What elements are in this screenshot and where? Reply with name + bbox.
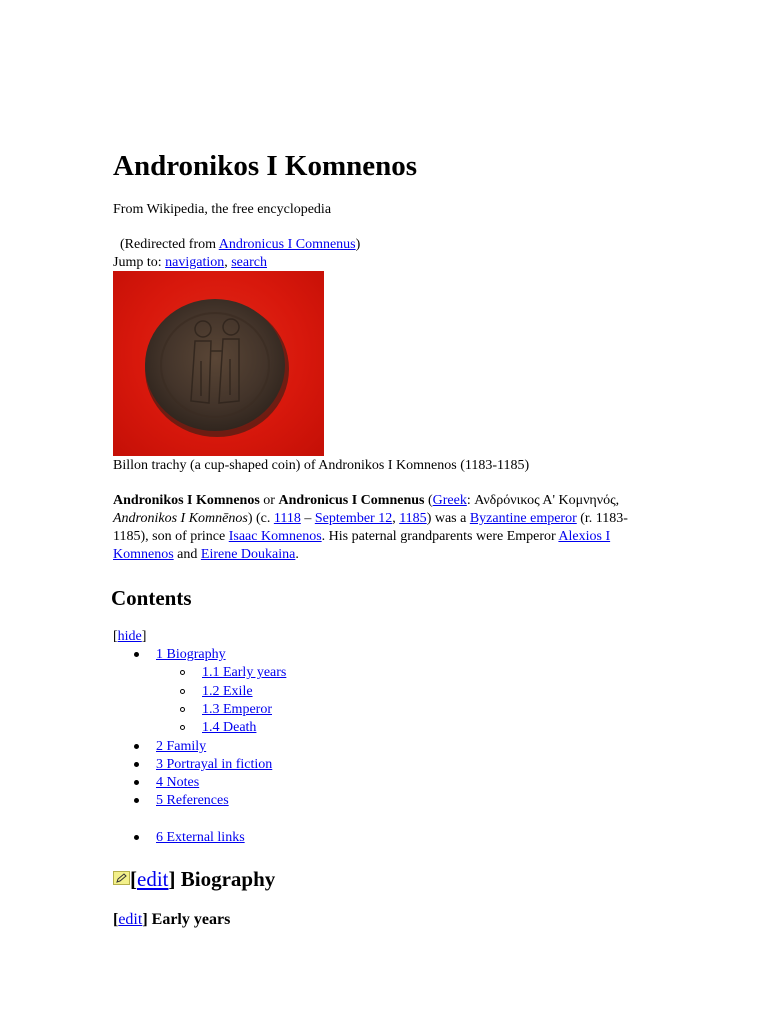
bullet-icon: [134, 780, 139, 785]
bullet-icon: [134, 744, 139, 749]
bullet-icon: [134, 652, 139, 657]
subject-alt-name: Andronicus I Comnenus: [278, 493, 425, 508]
toc-item-external-links[interactable]: 6 External links: [156, 830, 245, 845]
toc-hide-link[interactable]: hide: [117, 629, 142, 644]
toc-item-death[interactable]: 1.4 Death: [202, 720, 257, 735]
bracket-open: [: [113, 911, 119, 928]
jump-separator: ,: [224, 255, 232, 270]
bracket-open: [: [113, 629, 118, 644]
bullet-icon: [180, 707, 185, 712]
page-title: Andronikos I Komnenos: [113, 150, 418, 182]
redirect-prefix: (Redirected from: [120, 237, 219, 252]
transliteration: Andronikos I Komnēnos: [113, 511, 248, 526]
toc-item-early-years[interactable]: 1.1 Early years: [202, 665, 287, 680]
toc-item-references[interactable]: 5 References: [156, 793, 229, 808]
toc-hide-toggle: [113, 628, 146, 646]
bullet-icon: [134, 835, 139, 840]
subject-name: Andronikos I Komnenos: [113, 493, 260, 508]
lead-text: or: [259, 493, 279, 508]
pencil-icon: [113, 871, 130, 885]
lead-text: : Ανδρόνικος Α' Κομνηνός,: [466, 493, 620, 508]
death-year-link[interactable]: 1185: [399, 511, 427, 526]
site-tagline: From Wikipedia, the free encyclopedia: [113, 202, 332, 217]
toc-item-family[interactable]: 2 Family: [156, 739, 207, 754]
redirect-suffix: ): [355, 237, 361, 252]
image-caption: Billon trachy (a cup-shaped coin) of Andronikos I Komnenos (1183-1185): [113, 458, 530, 473]
toc-item-notes[interactable]: 4 Notes: [156, 775, 200, 790]
lead-text: –: [300, 511, 315, 526]
bullet-icon: [180, 670, 185, 675]
greek-link[interactable]: Greek: [432, 493, 467, 508]
bracket-close: ]: [168, 867, 181, 891]
lead-text: and: [173, 547, 201, 562]
toc-heading: Contents: [111, 586, 192, 610]
lead-text: . His paternal grandparents were Emperor: [321, 529, 559, 544]
birth-year-link[interactable]: 1118: [273, 511, 301, 526]
jump-search-link[interactable]: search: [231, 255, 267, 270]
bracket-open: [: [130, 867, 137, 891]
lead-text: .: [295, 547, 299, 562]
byzantine-emperor-link[interactable]: Byzantine emperor: [469, 511, 577, 526]
section-heading-early-years: [113, 910, 230, 930]
section-title: Early years: [151, 911, 231, 928]
bracket-close: ]: [141, 629, 147, 644]
edit-biography-link[interactable]: edit: [137, 867, 169, 891]
lead-text: ) (c.: [247, 511, 274, 526]
lead-text: (: [424, 493, 433, 508]
jump-to-label: Jump to:: [113, 255, 166, 270]
lead-text: (r. 1183-1185), son of prince: [113, 511, 628, 544]
lead-text: ,: [392, 511, 400, 526]
section-title: Biography: [180, 867, 276, 891]
lead-text: ) was a: [426, 511, 470, 526]
section-heading-biography: [113, 866, 275, 892]
bracket-close: ]: [142, 911, 152, 928]
redirect-notice: [120, 236, 360, 254]
edit-early-years-link[interactable]: edit: [118, 911, 143, 928]
lead-paragraph: [113, 492, 643, 564]
bullet-icon: [180, 689, 185, 694]
eirene-link[interactable]: Eirene Doukaina: [200, 547, 296, 562]
jump-to-bar: [113, 254, 267, 272]
jump-navigation-link[interactable]: navigation: [165, 255, 225, 270]
death-date-link[interactable]: September 12: [314, 511, 393, 526]
toc-item-portrayal[interactable]: 3 Portrayal in fiction: [156, 757, 273, 772]
coin-image[interactable]: [113, 271, 324, 456]
alexios-link[interactable]: Alexios I Komnenos: [113, 529, 611, 562]
toc-item-emperor[interactable]: 1.3 Emperor: [202, 702, 272, 717]
toc-item-biography[interactable]: 1 Biography: [156, 647, 226, 662]
isaac-komnenos-link[interactable]: Isaac Komnenos: [228, 529, 322, 544]
bullet-icon: [134, 798, 139, 803]
bullet-icon: [180, 725, 185, 730]
toc-item-exile[interactable]: 1.2 Exile: [202, 684, 253, 699]
redirect-source-link[interactable]: Andronicus I Comnenus: [218, 237, 356, 252]
coin-illustration: [113, 271, 324, 456]
bullet-icon: [134, 762, 139, 767]
